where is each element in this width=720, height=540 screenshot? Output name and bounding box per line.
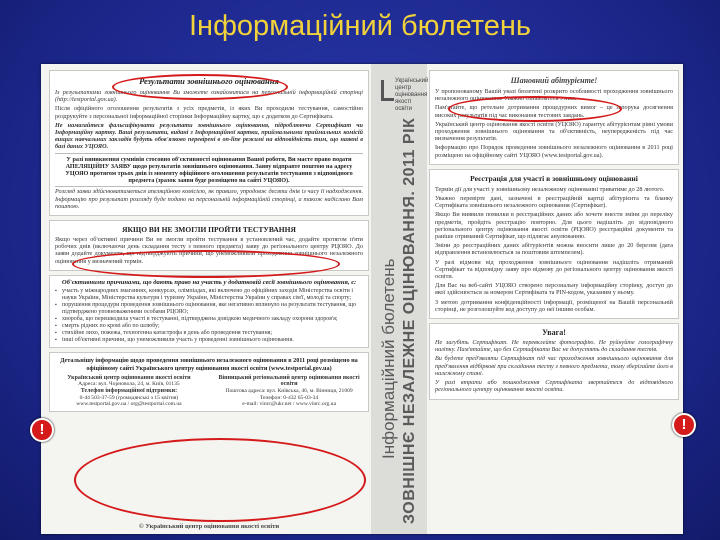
ucoyo-site: www.testportal.gov.ua / org@testportal.com.ua xyxy=(76,401,182,408)
details-section xyxy=(49,352,369,411)
intro-p3: Український центр оцінювання якості освіти (УЦОЯО) гарантує абітурієнтам рівні умови проходження зовнішнього оцінювання та об'єктивність, неупередженість під час визначення результатів. xyxy=(435,120,673,143)
warning-icon-left: ! xyxy=(30,418,54,442)
registration-section xyxy=(429,169,679,319)
reason-item: ▪ хвороба, що перешкодила участі в тестуванні, підтверджена довідкою медичного закладу охорони здоров'я; xyxy=(55,316,363,323)
vrcoyo-name: Вінницький регіональний центр оцінювання якості освіти xyxy=(218,374,360,388)
reason-item: ▪ стихійне лихо, пожежа, техногенна катастрофа в день або проведення тестування; xyxy=(55,330,363,337)
highlight-results-heading xyxy=(112,74,288,100)
footer: © Український центр оцінювання якості освіти xyxy=(138,523,280,530)
ucoyo-name: Український центр оцінювання якості освіти xyxy=(67,374,191,381)
missed-text: Якщо через об'єктивні причини Ви не змогли пройти тестування в установлений час, додайте протягом п'яти робочих днів (включаючи день складання тесту з певного предмета) заяву до регіонального центру РЦОЯО. До заяви додайте документи, що підтверджують причини, що унеможливили проходження зовнішнього незалежного оцінювання у визначений термін. xyxy=(55,236,363,265)
intro-p4: Інформацію про Порядок проведення зовнішнього незалежного оцінювання в 2011 році розміщено на офіційному сайті УЦОЯО (www.testportal.gov.ua). xyxy=(435,144,673,159)
spine-title-big: ЗОВНІШНЄ НЕЗАЛЕЖНЕ ОЦІНЮВАННЯ. 2011 РІК xyxy=(401,117,418,524)
reason-item: ▪ інші об'єктивні причини, що унеможливили участь у проведенні зовнішнього оцінювання. xyxy=(55,337,363,344)
ucoyo-address: Адреса: вул. Чорновола, 24, м. Київ, 01135 xyxy=(78,381,180,388)
attention-heading: Увага! xyxy=(542,328,566,338)
ucoyo-logo xyxy=(381,76,429,112)
details-heading: Детальнішу інформацію щодо проведення зовнішнього незалежного оцінювання в 2011 році розміщено на офіційному сайті Українського центру оцінювання якості освіти (www.testportal.gov.ua) xyxy=(60,357,358,372)
spine-title-small: Інформаційний бюлетень xyxy=(379,258,398,459)
vrcoyo-contact xyxy=(215,375,363,408)
attention-p2: Ви будете пред'являти Сертифікат під час проходження зовнішнього оцінювання для пред'явлення відбіркові при складання тесту з певного предмета, тому зберігайте його в належному стані. xyxy=(435,355,673,377)
warning-icon-right: ! xyxy=(672,413,696,437)
ucoyo-phone-label: Телефон інформаційної підтримки: xyxy=(80,388,178,395)
reason-item: ▪ смерть рідних по крові або по шлюбу; xyxy=(55,323,363,330)
results-p4: Розгляд заяви здійснюватиметься апеляційною комісією, як правило, упродовж десяти днів із часу її надходження. Інформацію про результат розгляду буде подано на персональній інформаційній сторінці, а також надіслано Вам поштою. xyxy=(55,188,363,210)
highlight-missed-heading xyxy=(72,250,340,278)
reasons-heading: Об'єктивними причинами, що дають право на участь у додатковій сесії зовнішнього оцінювання, є: xyxy=(61,278,357,286)
vrcoyo-phone: Телефон: 0-432 65-03-34 xyxy=(259,394,319,401)
reason-item: ▪ порушення процедури проведення зовнішнього оцінювання, яке негативно вплинуло на результати тестування, що підтверджено уповноваженими особами РЦОЯО; xyxy=(55,302,363,316)
vrcoyo-address: Поштова адреса: вул. Київська, 46, м. Вінниця, 21009 xyxy=(225,388,353,395)
results-p2: Після офіційного оголошення результатів з усіх предметів, із яких Ви проходили тестування, самостійно роздрукуйте з персональної інформаційної сторінки Інформаційну картку, що є додатком до Сертифіката. xyxy=(55,105,363,120)
appeal-text: У разі виникнення сумнівів стосовно об'єктивності оцінювання Вашої роботи, Ви маєте право подати АПЕЛЯЦІЙНУ ЗАЯВУ щодо результатів зовнішнього оцінювання. Заяву відправте поштою на адресу УЦОЯО протягом трьох днів із моменту офіційного оголошення результатів тестування з відповідного предмета (зразок заяви буде розміщено на сайті УЦОЯО). xyxy=(55,153,363,188)
highlight-intro-heading xyxy=(448,96,622,122)
intro-p2: Пам'ятайте, що ретельне дотримання процедурних вимог – це запорука досягнення високих результатів під час виконання тестових завдань. xyxy=(435,104,673,119)
attention-p3: У разі втрати або пошкодження Сертифіката звертайтеся до відповідного регіонального центру оцінювання якості освіти. xyxy=(435,379,673,394)
intro-heading: Шановний абітурієнте! xyxy=(510,76,598,85)
reasons-section xyxy=(49,275,369,349)
right-column xyxy=(429,64,679,534)
registration-heading: Реєстрація для участі в зовнішньому оцінюванні xyxy=(470,173,638,183)
registration-p4: Зміни до реєстраційних даних абітурієнтів можна вносити лише до 20 березня (дата відправлення встановлюється за поштовим штемпелем). xyxy=(435,242,673,257)
logo-text: Український центр оцінювання якості освіти xyxy=(395,78,429,112)
registration-p3: Якщо Ви виявили помилки в реєстраційних даних або хочете внести зміни до переліку предметів, пройдіть реєстрацію повторно. Для цього надішліть до відповідного регіонального центру оцінювання якості освіти (РЦОЯО) реєстраційні документи та раніше отриманий Сертифікат, що підлягає анулюванню. xyxy=(435,211,673,241)
results-heading: Результати зовнішнього оцінювання xyxy=(139,76,279,86)
attention-section xyxy=(429,323,679,399)
slide-title: Інформаційний бюлетень xyxy=(189,10,531,42)
registration-p7: З метою дотримання конфіденційності інформації, розміщеної на Вашій персональній сторінці, не розголошуйте код доступу до неї іншим особам. xyxy=(435,298,673,313)
spine xyxy=(371,64,427,534)
highlight-contacts xyxy=(74,438,366,522)
registration-p5: У разі відмови від проходження зовнішнього оцінювання надішліть отриманий Сертифікат та відповідну заяву про відмову до регіонального центру оцінювання якості освіти. xyxy=(435,258,673,281)
ucoyo-contact xyxy=(55,375,203,408)
results-p1: Із результатами зовнішнього оцінювання Ви зможете ознайомитися на персональній інформаційній сторінці (http://testportal.gov.ua). xyxy=(55,89,363,104)
contacts xyxy=(55,375,363,408)
reason-item: ▪ участь у міжнародних змаганнях, конкурсах, олімпіадах, які включено до офіційних заходів Міністерства освіти і науки України, Міністерства культури і туризму України, Міністерства України у справах сім'ї, молоді та спорту; xyxy=(55,288,363,302)
logo-mark-icon xyxy=(381,80,394,101)
results-p3: Не намагайтеся фальсифікувати результати зовнішнього оцінювання, підроблюючи Сертифікат чи Інформаційну картку. Ваші результати, видані з Інформаційної картки, приймальними приймальних комісій вищих навчальних закладів будуть обов'язково перевірені в on-line режимі на відповідність тим, що наявні в базі даних УЦОЯО. xyxy=(55,121,363,151)
attention-p1: Не загубіть Сертифікат. Не перевклейте фотографію. Не руйнуйте голографічну наліпку. Пам'ятайте, що без Сертифіката Вас не допустять до складання тестів. xyxy=(435,339,673,354)
missed-heading: ЯКЩО ВИ НЕ ЗМОГЛИ ПРОЙТИ ТЕСТУВАННЯ xyxy=(122,225,296,235)
registration-p1: Термін дії для участі у зовнішньому незалежному оцінюванні триватиме до 28 лютого. xyxy=(435,185,665,193)
registration-p6: Для Вас на веб-сайті УЦОЯО створено персональну інформаційну сторінку, доступ до якої здійснюється за номером Сертифіката та PIN-кодом, указаним у ньому. xyxy=(435,282,673,297)
vrcoyo-site: e-mail: vinrc@ukr.net / www.vinrc.org.ua xyxy=(242,401,336,408)
intro-p1: У пропонованому Вашій увазі бюлетені розкрито особливості проходження зовнішнього незалежного оцінювання. Уважно ознайомтеся з ним. xyxy=(435,88,673,103)
ucoyo-phone: 0-44 503-37-59 (громадянські з 15 квітня) xyxy=(79,394,179,401)
registration-p2: Уважно перевірте дані, зазначені в реєстраційній картці абітурієнта та бланку Сертифіката зовнішнього незалежного оцінювання (Сертифікат). xyxy=(435,195,673,210)
